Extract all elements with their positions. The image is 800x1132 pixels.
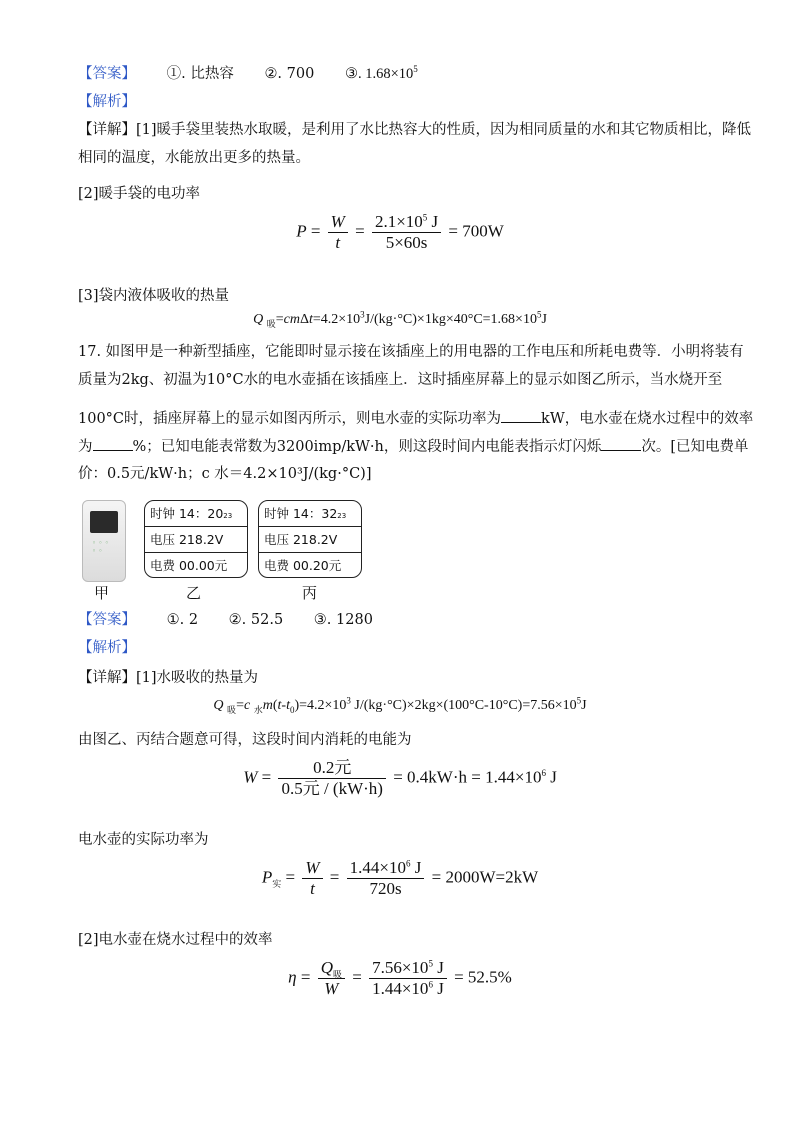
panel-yi-clock: 时钟 14：2023 [145, 501, 247, 527]
caption-jia: 甲 [94, 584, 110, 602]
q17-line5: 价：0.5元/kW·h；c 水＝4.2×10³J/(kg·°C)] [78, 466, 372, 482]
device-buttons: ◦ ◦ ◦ ◦ ◦ [92, 539, 109, 555]
q17-answer-line: 【答案】 ①. 2 ②. 52.5 ③. 1280 [78, 612, 373, 628]
panel-bing-clock: 时钟 14：3223 [259, 501, 361, 527]
blank-2 [93, 436, 133, 451]
answer-tag: 【答案】 [78, 66, 136, 82]
q17-answer-2: ②. 52.5 [228, 612, 284, 628]
q16-answer-line [78, 64, 722, 84]
q17-line1: 17. 如图甲是一种新型插座，它能即时显示接在该插座上的用电器的工作电压和所耗电费等．小明将装有 [78, 344, 744, 360]
q17-line4: 为 %；已知电能表常数为3200imp/kW·h，则这段时间内电能表指示灯闪烁 次。[已知电费单 [78, 436, 722, 457]
q17-answer-1: ①. 2 [166, 612, 199, 628]
socket-device-image [82, 500, 126, 582]
efficiency-equation: η = $\frac{Q_吸}{W}$ = $\frac{7.56\times 10^5 J}{1.44\times 10^6 J}$ = 52.5% [288, 958, 512, 998]
caption-bing: 丙 [302, 584, 318, 602]
answer-2: ②. 700 [264, 66, 315, 82]
panel-yi [144, 500, 248, 578]
q16-detail-line1: 【详解】[1]暖手袋里装热水取暖，是利用了水比热容大的性质，因为相同质量的水和其它物质相比，降低 [78, 122, 752, 138]
power-equation: P = $\frac{W}{t}$ = $\frac{2.1\times 10^5 J}{5\times 60s}$ = 700W [296, 212, 504, 252]
actual-power-equation: $P_实$ = $\frac{W}{t}$ = $\frac{1.44\times 10^6 J}{720s}$ = 2000W=2kW [261, 858, 539, 898]
q16-detail-line2: 相同的温度，水能放出更多的热量。 [78, 150, 310, 166]
q17-detail2: [2]电水壶在烧水过程中的效率 [78, 932, 273, 948]
answer-3: ③. $1.68\times 10^5$ [344, 64, 418, 82]
answer-1: ①. 比热容 [166, 66, 234, 82]
blank-3 [601, 436, 641, 451]
panel-yi-fee: 电费 00.00元 [150, 558, 228, 573]
analysis-tag: 【解析】 [78, 94, 136, 110]
q16-detail3: [3]袋内液体吸收的热量 [78, 288, 230, 304]
combine-text: 由图乙、丙结合题意可得，这段时间内消耗的电能为 [78, 732, 412, 748]
caption-yi: 乙 [186, 584, 202, 602]
energy-equation: W = $\frac{\text{0.2元}}{\text{0.5元 / (kW·h)}}$ = $0.4kW\cdot h = 1.44\times 10^6$ J [243, 758, 557, 798]
panel-bing [258, 500, 362, 578]
q17-analysis-tag: 【解析】 [78, 640, 136, 656]
power-label: 电水壶的实际功率为 [78, 832, 209, 848]
blank-1 [501, 408, 541, 423]
panel-bing-fee: 电费 00.20元 [264, 558, 342, 573]
panel-yi-voltage: 电压 218.2V [145, 527, 247, 553]
water-heat-equation: Q $_吸$=c $_水m(t-t_0)=4.2\times 10^3$ $J/(kg\cdot^\circ C)\times 2kg\times(100^\circ C-10^\circ C)=7.56\times 10^5J$ [213, 695, 587, 715]
q16-detail2: [2]暖手袋的电功率 [78, 186, 201, 202]
device-screen [90, 511, 118, 533]
q17-line3: 100°C时，插座屏幕上的显示如图丙所示，则电水壶的实际功率为 kW，电水壶在烧水过程中的效率 [78, 408, 722, 429]
heat-equation: Q $_吸=cm\Delta t=4.2\times 10^3J/(kg\cdot^\circ C)\times 1kg\times 40^\circ C=1.68\times 10^5J$ [253, 309, 547, 329]
q17-detail1: 【详解】[1]水吸收的热量为 [78, 670, 259, 686]
panel-bing-voltage: 电压 218.2V [259, 527, 361, 553]
q17-line2: 质量为2kg、初温为10°C水的电水壶插在该插座上．这时插座屏幕上的显示如图乙所示，当水烧开至 [78, 372, 723, 388]
q17-answer-3: ③. 1280 [313, 612, 373, 628]
